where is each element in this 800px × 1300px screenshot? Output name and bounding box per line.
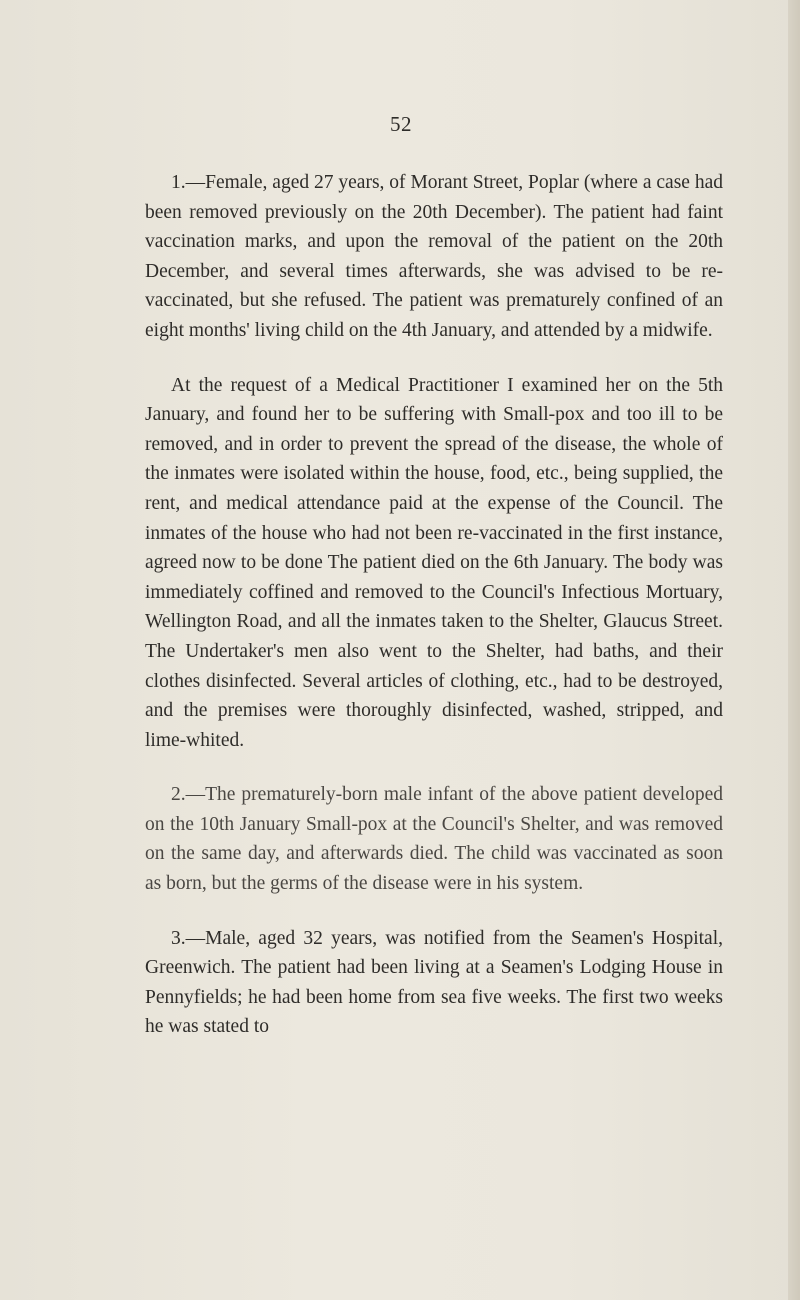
paragraph-case-1-continued: At the request of a Medical Practitioner I examined her on the 5th January, and found her to be suffering with Small-pox and too ill to be removed, and in order to prevent the spread of the disease, the whole of the inmates were isolated within the house, food, etc., being supplied, the rent, and medical attendance paid at the expense of the Council. The inmates of the house who had not been re-vaccinated in the first instance, agreed now to be done The patient died on the 6th January. The body was immediately coffined and removed to the Council's Infectious Mortuary, Wellington Road, and all the inmates taken to the Shelter, Glaucus Street. The Undertaker's men also went to the Shelter, had baths, and their clothes disinfected. Several articles of clothing, etc., had to be destroyed, and the premises were thoroughly disinfected, washed, stripped, and lime-whited. [145,374,723,751]
page-edge [788,0,800,1300]
paragraph-case-2: 2.—The prematurely-born male infant of the above patient developed on the 10th January Small-pox at the Council's Shelter, and was removed on the same day, and afterwards died. The child was vaccinated as soon as born, but the germs of the disease were in his system. [145,784,723,895]
paragraph-case-1: 1.—Female, aged 27 years, of Morant Street, Poplar (where a case had been removed previously on the 20th December). The patient had faint vaccination marks, and upon the removal of the patient on the 20th December, and several times afterwards, she was advised to be re-vaccinated, but she refused. The patient was prematurely confined of an eight months' living child on the 4th January, and attended by a midwife. [145,172,723,341]
page-number: 52 [390,112,412,136]
body-text [145,168,723,1067]
paragraph-case-3: 3.—Male, aged 32 years, was notified from the Seamen's Hospital, Greenwich. The patient had been living at a Seamen's Lodging House in Pennyfields; he had been home from sea five weeks. The first two weeks he was stated to [145,927,723,1038]
